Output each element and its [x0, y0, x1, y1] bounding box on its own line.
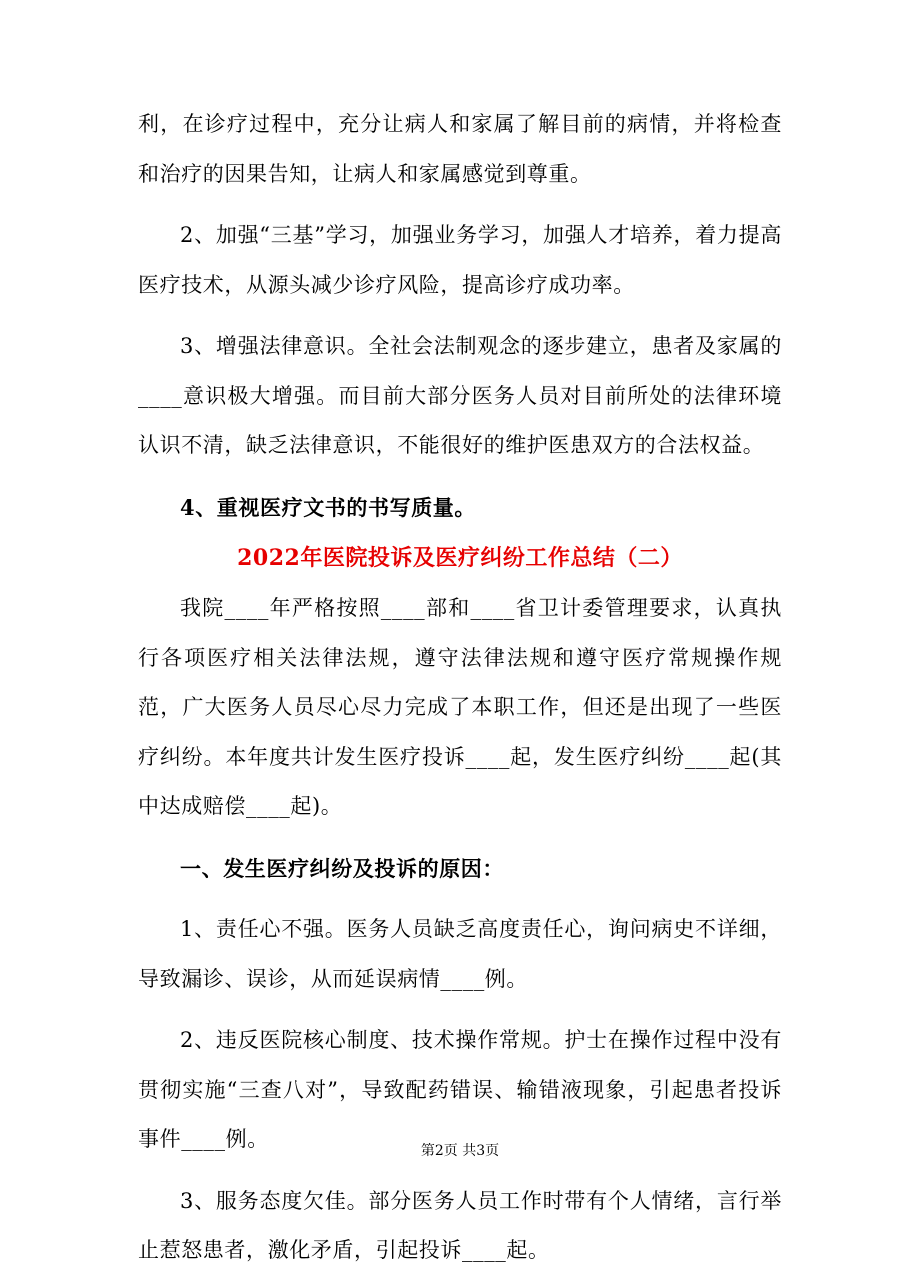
paragraph-intro: 我院____年严格按照____部和____省卫计委管理要求，认真执行各项医疗相关法律法规，遵守法律法规和遵守医疗常规操作规范，广大医务人员尽心尽力完成了本职工作，但还是出现了一些医疗纠纷。本年度共计发生医疗投诉____起，发生医疗纠纷____起(其中达成赔偿____起)。	[138, 596, 782, 818]
paragraphs-before-section	[138, 100, 782, 532]
cause-item-3: 3、服务态度欠佳。部分医务人员工作时带有个人情绪，言行举止惹怒患者，激化矛盾，引起投诉____起。	[138, 1188, 782, 1262]
paragraph-item-3: 3、增强法律意识。全社会法制观念的逐步建立，患者及家属的____意识极大增强。而目前大部分医务人员对目前所处的法律环境认识不清，缺乏法律意识，不能很好的维护医患双方的合法权益。	[138, 334, 782, 457]
cause-item-1: 1、责任心不强。医务人员缺乏高度责任心，询问病史不详细，导致漏诊、误诊，从而延误病情____例。	[138, 917, 782, 991]
section-title: 2022年医院投诉及医疗纠纷工作总结（二）	[237, 545, 683, 571]
paragraph-item-4: 4、重视医疗文书的书写质量。	[180, 494, 477, 520]
paragraph-continuation: 利，在诊疗过程中，充分让病人和家属了解目前的病情，并将检查和治疗的因果告知，让病人和家属感觉到尊重。	[138, 112, 782, 186]
cause-item-2: 2、违反医院核心制度、技术操作常规。护士在操作过程中没有贯彻实施“三查八对”，导致配药错误、输错液现象，引起患者投诉事件____例。	[138, 1028, 782, 1151]
page-footer	[0, 1140, 920, 1160]
page-number-label: 第2页 共3页	[420, 1143, 500, 1159]
document-body	[138, 100, 782, 1276]
paragraph-item-2: 2、加强“三基”学习，加强业务学习，加强人才培养，着力提高医疗技术，从源头减少诊疗风险，提高诊疗成功率。	[138, 223, 782, 297]
paragraphs-after-section	[138, 584, 782, 1276]
subheading-causes: 一、发生医疗纠纷及投诉的原因：	[180, 855, 504, 881]
